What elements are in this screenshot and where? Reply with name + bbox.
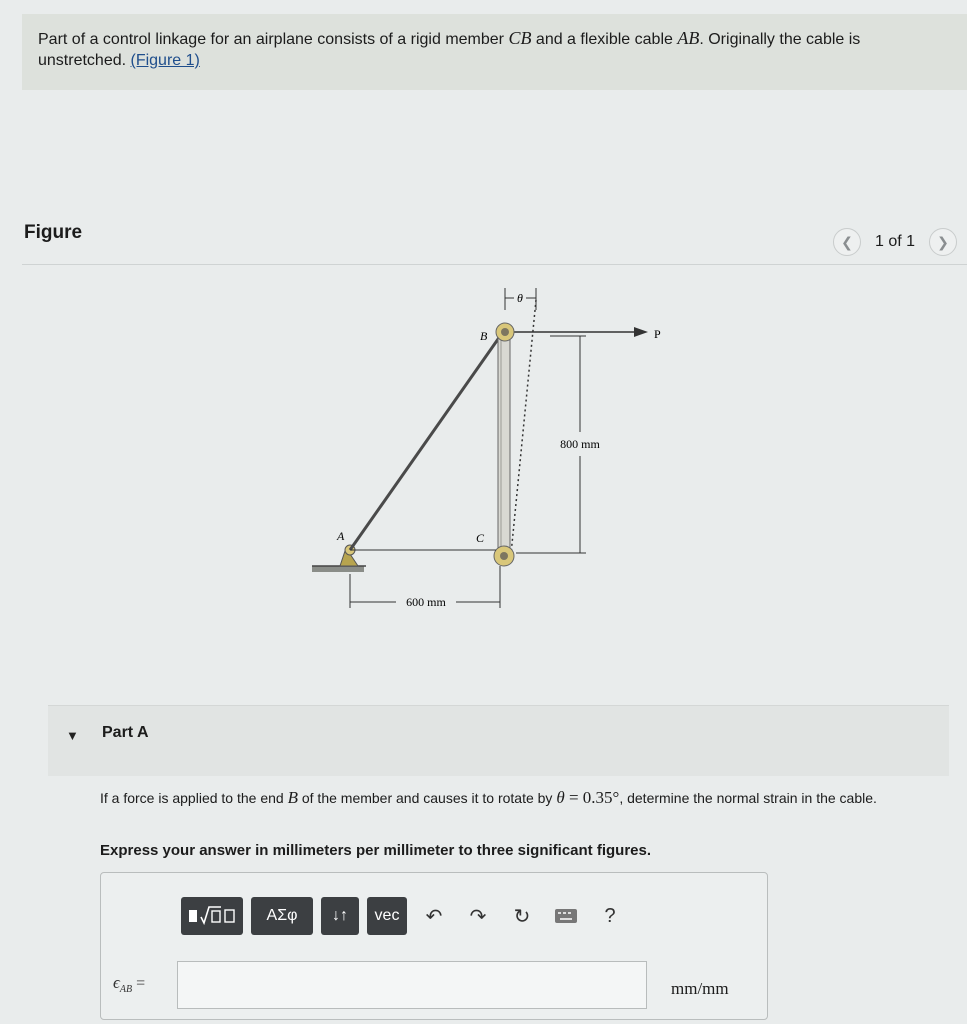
- theta-label: θ: [517, 291, 523, 305]
- theta-symbol: θ: [556, 788, 565, 807]
- undo-icon[interactable]: ↶: [425, 905, 443, 928]
- equals-sign: =: [132, 975, 146, 992]
- epsilon-subscript: AB: [119, 984, 133, 996]
- reset-icon[interactable]: ↻: [513, 905, 531, 928]
- member-cb: [498, 332, 510, 556]
- point-b-symbol: B: [287, 788, 298, 807]
- greek-symbols-button[interactable]: ΑΣφ: [251, 897, 313, 935]
- member-symbol: CB: [508, 28, 532, 48]
- answer-label: [113, 973, 145, 995]
- rotated-position-line: [511, 300, 536, 554]
- answer-input[interactable]: [177, 961, 647, 1009]
- keyboard-icon[interactable]: [547, 897, 585, 935]
- question-part: If a force is applied to the end: [100, 790, 288, 806]
- label-b: B: [480, 329, 488, 343]
- label-a: A: [337, 529, 345, 543]
- pin-b-core: [501, 328, 509, 336]
- templates-button[interactable]: [181, 897, 243, 935]
- question-part: of the member and causes it to rotate by: [297, 790, 557, 806]
- vec-button[interactable]: vec: [367, 897, 407, 935]
- problem-text: . Originally the cable is unstretched.: [38, 31, 861, 69]
- cable-symbol: AB: [677, 28, 700, 48]
- part-a-title: Part A: [102, 724, 149, 741]
- dim-800-label: 800 mm: [560, 437, 600, 451]
- pin-c-core: [500, 552, 508, 560]
- figure-link[interactable]: (Figure 1): [130, 52, 200, 69]
- force-p-arrow: [634, 327, 648, 337]
- problem-text: Part of a control linkage for an airplane consists of a rigid member: [38, 31, 509, 48]
- part-a-header[interactable]: [48, 705, 949, 776]
- keyboard-icon-glyph: [554, 908, 578, 924]
- ground-hatch: [312, 566, 364, 572]
- chevron-right-icon[interactable]: ❯: [929, 228, 957, 256]
- answer-panel: [100, 872, 768, 1020]
- math-toolbar: [181, 897, 635, 935]
- arrows-button[interactable]: ↓↑: [321, 897, 359, 935]
- units-label: mm/mm: [671, 979, 729, 998]
- question-text: [100, 790, 950, 806]
- templates-icon: [187, 903, 237, 929]
- dim-600-label: 600 mm: [406, 595, 446, 609]
- problem-text: and a flexible cable: [531, 31, 678, 48]
- label-p: P: [654, 327, 661, 341]
- answer-instruction: Express your answer in millimeters per millimeter to three significant figures.: [100, 842, 652, 859]
- theta-value: = 0.35°: [564, 788, 620, 807]
- redo-icon[interactable]: ↷: [469, 905, 487, 928]
- help-button[interactable]: ?: [604, 904, 616, 927]
- figure-heading: Figure: [24, 222, 83, 243]
- epsilon-symbol: ϵ: [113, 973, 120, 992]
- page-indicator: 1 of 1: [874, 233, 915, 250]
- chevron-left-icon[interactable]: ❮: [833, 228, 861, 256]
- triangle-down-icon[interactable]: ▼: [66, 728, 79, 743]
- label-c: C: [476, 531, 485, 545]
- question-part: , determine the normal strain in the cable.: [619, 790, 877, 806]
- cable-ab: [350, 332, 503, 550]
